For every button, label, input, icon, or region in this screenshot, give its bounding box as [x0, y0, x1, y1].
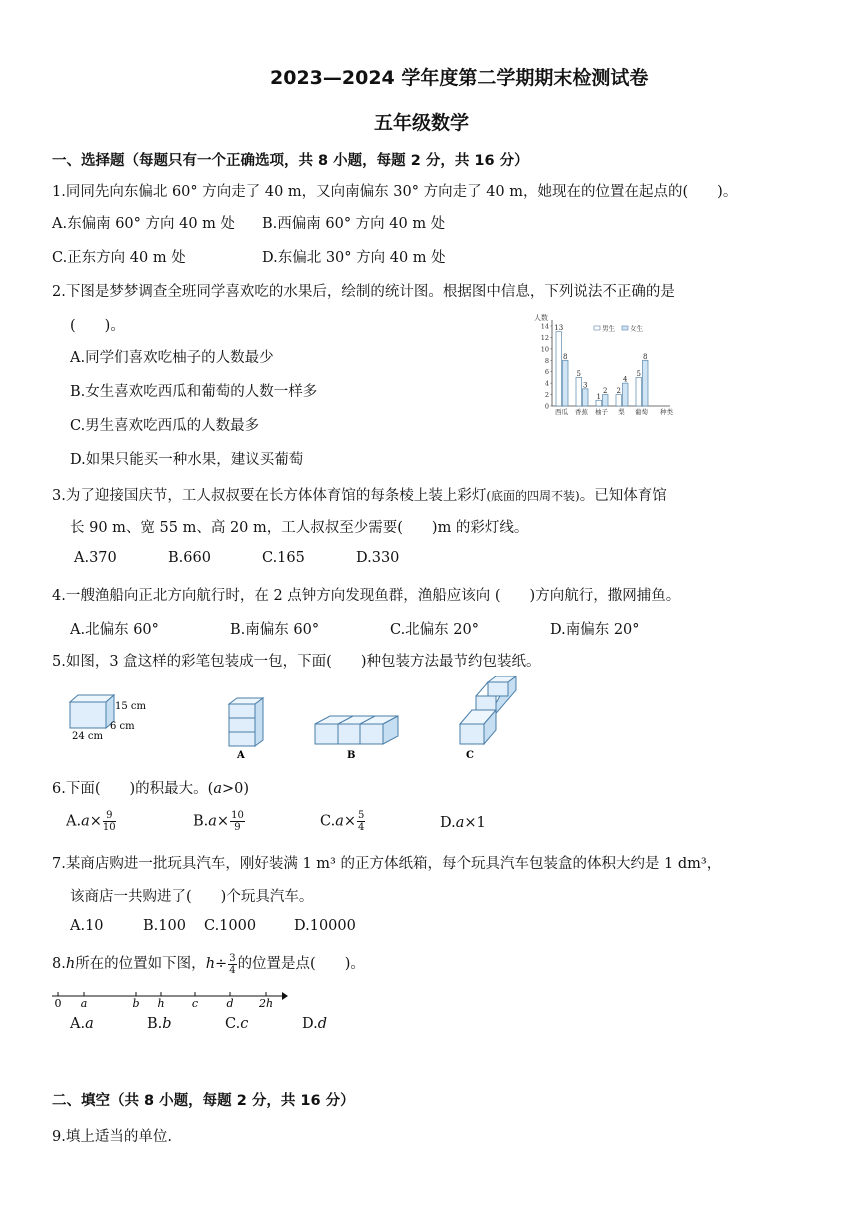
number-line-label: c: [191, 997, 199, 1010]
question-2-stem: 2.下图是梦梦调查全班同学喜欢吃的水果后，绘制的统计图。根据图中信息，下列说法不正确的是: [52, 284, 675, 300]
q6-c-var: a: [335, 813, 344, 830]
number-line-label: 0: [54, 997, 62, 1010]
x-category-label: 梨: [618, 408, 625, 416]
question-1-option-c: C.正东方向 40 m 处: [52, 250, 186, 266]
q8-d-var: d: [317, 1016, 328, 1032]
question-7-option-c: C.1000: [204, 918, 257, 934]
question-8-option-c: [225, 1016, 248, 1032]
question-9-stem: 9.填上适当的单位.: [52, 1129, 172, 1145]
q6-b-num: 10: [231, 810, 244, 821]
number-line-label: d: [226, 997, 234, 1010]
legend-swatch: [594, 326, 600, 330]
question-6-stem-b: >0): [221, 781, 250, 797]
number-line-label: b: [132, 997, 140, 1010]
question-6-option-c: [320, 810, 366, 833]
q8-num: 3: [229, 952, 236, 964]
number-line: [50, 988, 290, 1010]
question-4-option-d: D.南偏东 20°: [550, 622, 640, 638]
q8-var-h2: h: [205, 956, 216, 972]
question-6-var: a: [213, 781, 222, 797]
bar-value-label: 2: [603, 387, 608, 396]
q6-d-pre: D.: [440, 815, 456, 831]
dim-length-label: 24 cm: [72, 731, 103, 742]
x-category-label: 西瓜: [555, 408, 568, 416]
q8-a-pre: A.: [70, 1016, 86, 1032]
q6-b-op: ×: [216, 813, 230, 830]
q6-c-pre: C.: [320, 813, 336, 830]
question-3-option-b: B.660: [168, 550, 211, 566]
question-3-option-c: C.165: [262, 550, 305, 566]
question-3-option-d: D.330: [356, 550, 400, 566]
question-4-option-c: C.北偏东 20°: [390, 622, 479, 638]
x-axis-label: 种类: [660, 408, 673, 416]
bar-value-label: 13: [554, 324, 564, 333]
q6-c-op: ×: [343, 813, 356, 830]
question-1-option-d: D.东偏北 30° 方向 40 m 处: [262, 250, 446, 266]
question-4-option-b: B.南偏东 60°: [230, 622, 320, 638]
number-line-label: a: [80, 997, 88, 1010]
q8-den: 4: [229, 964, 236, 976]
q8-b-pre: B.: [147, 1016, 163, 1032]
packaging-option-b: [315, 716, 398, 744]
bar-value-label: 5: [636, 369, 641, 378]
y-tick-label: 10: [540, 345, 549, 354]
x-category-label: 葡萄: [635, 408, 648, 416]
question-7-option-a: A.10: [70, 918, 104, 934]
bar-girls: [623, 383, 629, 406]
question-8-option-a: [70, 1016, 94, 1032]
bar-boys: [636, 377, 642, 406]
question-8-option-b: [147, 1016, 172, 1032]
bar-value-label: 8: [563, 352, 568, 361]
bar-boys: [576, 377, 582, 406]
q6-a-pre: A.: [66, 813, 82, 830]
number-line-label: 2h: [258, 997, 274, 1010]
question-1-option-a: A.东偏南 60° 方向 40 m 处: [52, 216, 236, 232]
section-heading-fill: 二、填空（共 8 小题，每题 2 分，共 16 分）: [52, 1093, 355, 1109]
q6-c-num: 5: [358, 810, 365, 821]
question-6-option-a: [66, 810, 117, 833]
dim-height-label: 15 cm: [115, 701, 146, 712]
question-7-stem-cont: 该商店一共购进了( )个玩具汽车。: [70, 889, 314, 905]
y-tick-label: 2: [544, 391, 549, 400]
legend-label: 男生: [602, 324, 615, 333]
q8-a-var: a: [85, 1016, 94, 1032]
question-3-stem: [52, 484, 667, 505]
question-3-stem-b: 。已知体育馆: [579, 488, 667, 504]
question-6-option-b: [193, 810, 246, 833]
question-8-stem: [52, 952, 365, 976]
q6-c-den: 4: [358, 822, 365, 833]
question-1-stem: 1.同同先向东偏北 60° 方向走了 40 m，又向南偏东 30° 方向走了 40 m，她现在的位置在起点的( )。: [52, 184, 738, 200]
q6-a-fraction: [103, 810, 116, 833]
fruit-bar-chart: [532, 312, 682, 424]
q6-d-op: ×1: [464, 815, 486, 831]
q8-stem-b: 的位置是点( )。: [237, 956, 365, 972]
y-tick-label: 0: [544, 402, 549, 411]
question-1-option-b: B.西偏南 60° 方向 40 m 处: [262, 216, 446, 232]
bar-value-label: 1: [596, 392, 601, 401]
y-tick-label: 14: [540, 322, 549, 331]
y-tick-label: 6: [544, 368, 549, 377]
q6-b-den: 9: [234, 822, 241, 833]
packaging-option-a: [229, 698, 263, 746]
q8-fraction: [228, 953, 236, 976]
q8-stem-prefix: 8.: [52, 956, 66, 972]
bar-value-label: 5: [576, 369, 581, 378]
bar-value-label: 4: [623, 375, 628, 384]
packaging-option-c: [460, 676, 516, 744]
option-c-label: C: [466, 750, 474, 761]
q8-c-var: c: [240, 1016, 249, 1032]
bar-girls: [583, 389, 589, 406]
option-b-label: B: [347, 750, 356, 761]
question-6-option-d: [440, 815, 486, 831]
q6-d-var: a: [455, 815, 465, 831]
number-line-label: h: [157, 997, 165, 1010]
q6-a-num: 9: [103, 810, 116, 822]
q6-b-pre: B.: [193, 813, 209, 830]
q6-c-fraction: [357, 810, 365, 833]
question-7-option-d: D.10000: [294, 918, 356, 934]
question-4-stem: 4.一艘渔船向正北方向航行时，在 2 点钟方向发现鱼群，渔船应该向 ( )方向航行，撒网捕鱼。: [52, 588, 681, 604]
question-6-stem-a: 6.下面( )的积最大。(: [52, 781, 214, 797]
section-heading-choice: 一、选择题（每题只有一个正确选项，共 8 小题，每题 2 分，共 16 分）: [52, 153, 529, 169]
q8-d-pre: D.: [302, 1016, 318, 1032]
question-7-stem: 7.某商店购进一批玩具汽车，刚好装满 1 m³ 的正方体纸箱，每个玩具汽车包装盒的体积大约是 1 dm³，: [52, 856, 722, 872]
page-subtitle: 五年级数学: [374, 112, 470, 134]
q6-a-var: a: [81, 813, 90, 830]
question-3-stem-a: 3.为了迎接国庆节，工人叔叔要在长方体体育馆的每条棱上装上彩灯: [52, 488, 487, 504]
q6-a-op: ×: [89, 813, 102, 830]
question-3-note: (底面的四周不装): [486, 489, 580, 503]
bar-girls: [603, 395, 609, 406]
question-3-stem-cont: 长 90 m、宽 55 m、高 20 m，工人叔叔至少需要( )m 的彩灯线。: [70, 520, 529, 536]
q6-b-fraction: [230, 810, 245, 833]
option-a-label: A: [237, 750, 245, 761]
single-pen-box: [70, 695, 114, 728]
bar-boys: [616, 395, 622, 406]
y-tick-label: 12: [540, 333, 549, 342]
q8-stem-a: 所在的位置如下图，: [75, 956, 206, 972]
bar-value-label: 8: [643, 352, 648, 361]
question-2-option-d: D.如果只能买一种水果，建议买葡萄: [70, 452, 304, 468]
q8-op: ÷: [215, 956, 228, 972]
bar-boys: [556, 332, 562, 406]
bar-value-label: 2: [616, 387, 621, 396]
question-5-stem: 5.如图，3 盒这样的彩笔包装成一包，下面( )种包装方法最节约包装纸。: [52, 654, 541, 670]
q8-b-var: b: [162, 1016, 172, 1032]
question-6-stem: [52, 777, 249, 798]
question-7-option-b: B.100: [143, 918, 186, 934]
question-8-option-d: [302, 1016, 327, 1032]
x-category-label: 柚子: [595, 408, 608, 416]
q6-b-var: a: [208, 813, 217, 830]
question-2-option-b: B.女生喜欢吃西瓜和葡萄的人数一样多: [70, 384, 318, 400]
q8-c-pre: C.: [225, 1016, 241, 1032]
question-4-option-a: A.北偏东 60°: [70, 622, 159, 638]
q8-var-h: h: [65, 956, 76, 972]
y-axis-label: 人数: [534, 314, 548, 322]
question-3-option-a: A.370: [74, 550, 117, 566]
bar-value-label: 3: [583, 381, 588, 390]
bar-girls: [563, 360, 569, 406]
bar-boys: [596, 400, 602, 406]
bar-girls: [643, 360, 649, 406]
q6-a-den: 10: [102, 822, 116, 833]
x-category-label: 香蕉: [575, 408, 588, 416]
y-tick-label: 4: [544, 379, 549, 388]
legend-swatch: [622, 326, 628, 330]
question-2-option-c: C.男生喜欢吃西瓜的人数最多: [70, 418, 260, 434]
legend-label: 女生: [630, 324, 643, 333]
dim-width-label: 6 cm: [110, 721, 135, 732]
page-title: 2023—2024 学年度第二学期期末检测试卷: [270, 67, 649, 89]
question-2-option-a: A.同学们喜欢吃柚子的人数最少: [70, 350, 274, 366]
packaging-figures: [60, 676, 530, 768]
question-2-stem-cont: ( )。: [70, 318, 125, 334]
y-tick-label: 8: [544, 356, 549, 365]
